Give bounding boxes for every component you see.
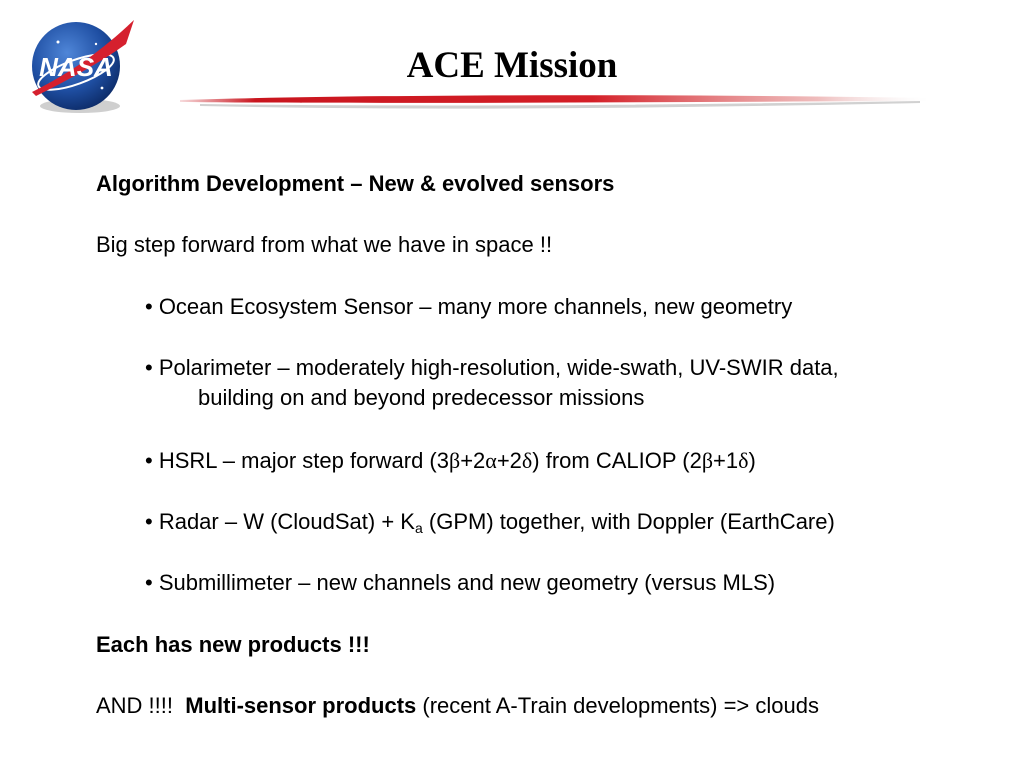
bullet-polarimeter: • Polarimeter – moderately high-resolution, wide-swath, UV-SWIR data, [145, 355, 839, 380]
final-line [96, 691, 819, 721]
hsrl-text: +1 [713, 448, 739, 473]
bullet-ocean-sensor: • Ocean Ecosystem Sensor – many more channels, new geometry [145, 294, 793, 319]
hsrl-text: ) from CALIOP (2 [532, 448, 702, 473]
delta-symbol: δ [521, 448, 533, 473]
title-underline-swoosh [180, 90, 930, 114]
radar-subscript: a [414, 520, 423, 536]
final-prefix: AND !!!! [96, 693, 186, 718]
section-heading: Algorithm Development – New & evolved sensors [96, 171, 615, 196]
final-suffix: (recent A-Train developments) => clouds [416, 693, 819, 718]
hsrl-text: +2 [460, 448, 486, 473]
products-line: Each has new products !!! [96, 632, 370, 657]
hsrl-text: +2 [496, 448, 522, 473]
slide-title: ACE Mission [406, 45, 618, 86]
radar-text: • Radar – W (CloudSat) + K [145, 509, 415, 534]
final-bold: Multi-sensor products [185, 693, 417, 718]
bullet-submillimeter: • Submillimeter – new channels and new geometry (versus MLS) [145, 570, 776, 595]
hsrl-text: ) [748, 448, 756, 473]
nasa-logo-text: NASA [39, 52, 113, 82]
beta-symbol: β [449, 448, 461, 473]
bullet-hsrl [145, 446, 756, 476]
hsrl-text: • HSRL – major step forward (3 [145, 448, 449, 473]
bullet-polarimeter-continued: building on and beyond predecessor missions [198, 385, 645, 410]
bullet-radar [145, 507, 835, 537]
alpha-symbol: α [485, 448, 497, 473]
intro-line: Big step forward from what we have in space !! [96, 232, 553, 257]
delta-symbol: δ [738, 448, 749, 473]
beta-symbol: β [701, 448, 714, 473]
radar-text: (GPM) together, with Doppler (EarthCare) [422, 509, 835, 534]
